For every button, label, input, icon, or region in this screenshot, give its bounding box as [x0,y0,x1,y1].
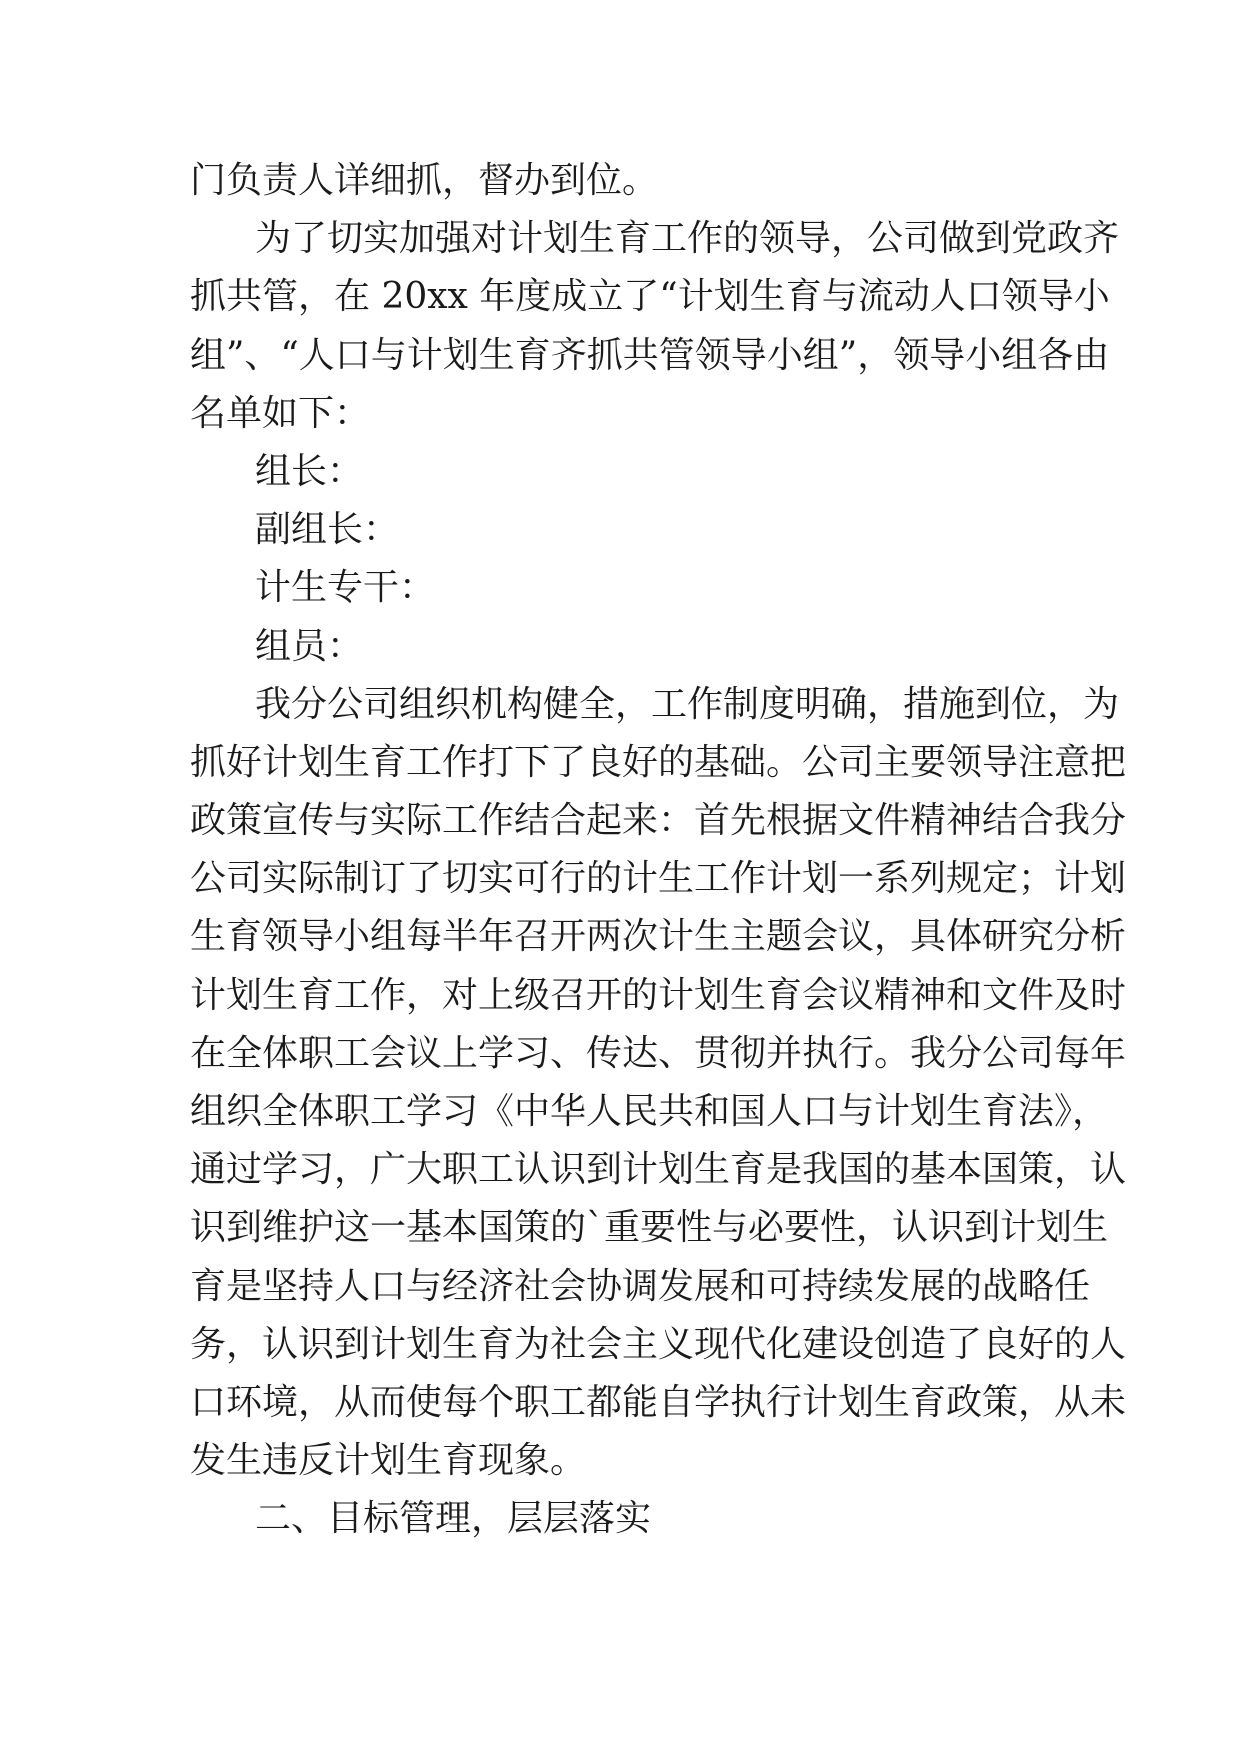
text-line: 组长： [255,450,364,492]
text-line: 口环境，从而使每个职工都能自学执行计划生育政策，从未 [190,1381,1127,1423]
document-page [190,152,1127,1549]
text-line: 在全体职工会议上学习、传达、贯彻并执行。我分公司每年 [190,1032,1127,1074]
text-line: 我分公司组织机构健全，工作制度明确，措施到位，为 [255,683,1120,725]
text-line: 计生专干： [255,567,436,609]
text-line: 副组长： [255,509,400,551]
text-line: 二、目标管理，层层落实 [255,1498,652,1540]
text-line: 育是坚持人口与经济社会协调发展和可持续发展的战略任 [190,1265,1091,1307]
text-line: 组”、“人口与计划生育齐抓共管领导小组”，领导小组各由 [190,334,1110,376]
text-line: 抓共管，在 20xx 年度成立了“计划生育与流动人口领导小 [190,276,1110,318]
text-line: 组员： [255,625,364,667]
text-line: 计划生育工作，对上级召开的计划生育会议精神和文件及时 [190,974,1127,1016]
text-line: 发生违反计划生育现象。 [190,1440,587,1482]
text-line: 为了切实加强对计划生育工作的领导，公司做到党政齐 [255,218,1120,260]
text-line: 通过学习，广大职工认识到计划生育是我国的基本国策，认 [190,1149,1127,1191]
text-line: 名单如下： [190,392,371,434]
text-line: 组织全体职工学习《中华人民共和国人口与计划生育法》， [190,1091,1109,1132]
text-line: 识到维护这一基本国策的`重要性与必要性，认识到计划生 [190,1207,1109,1249]
text-line: 务，认识到计划生育为社会主义现代化建设创造了良好的人 [190,1323,1127,1365]
text-line: 生育领导小组每半年召开两次计生主题会议，具体研究分析 [190,916,1127,958]
text-line: 门负责人详细抓，督办到位。 [190,160,659,201]
text-line: 抓好计划生育工作打下了良好的基础。公司主要领导注意把 [190,741,1127,783]
text-line: 公司实际制订了切实可行的计生工作计划一系列规定；计划 [190,858,1127,900]
text-line: 政策宣传与实际工作结合起来：首先根据文件精神结合我分 [190,800,1127,842]
